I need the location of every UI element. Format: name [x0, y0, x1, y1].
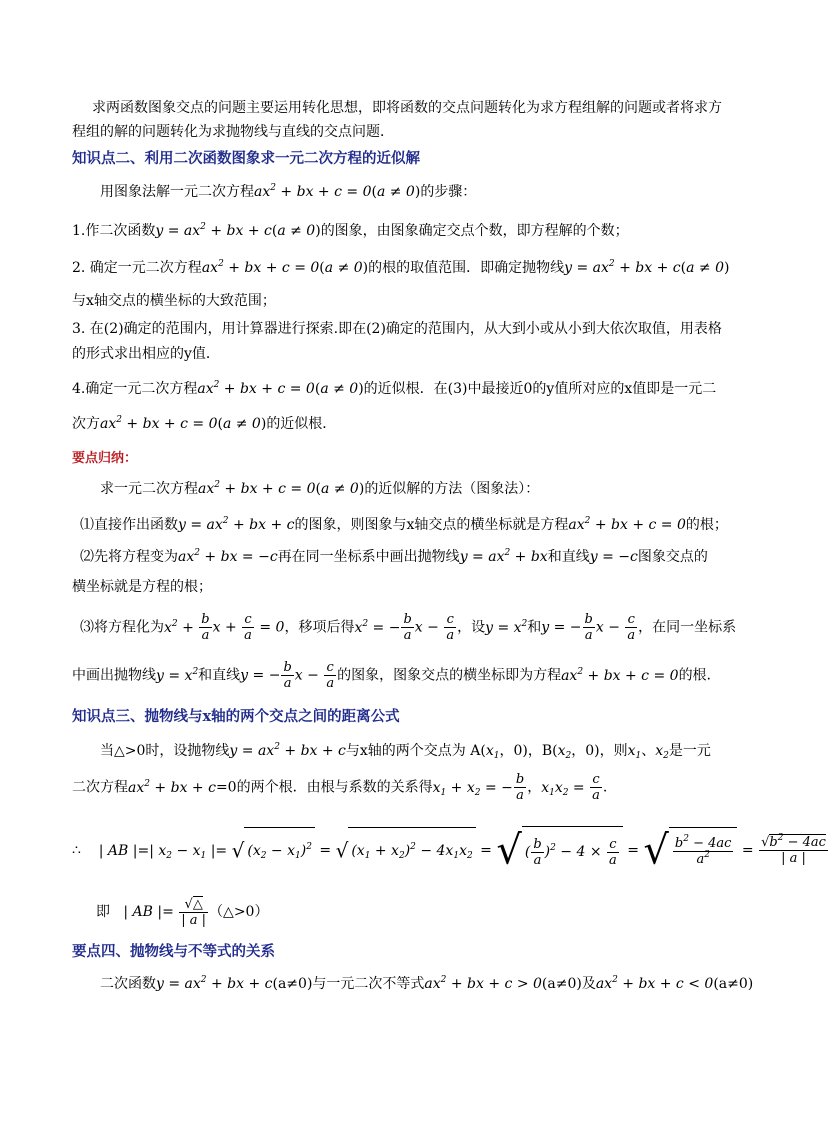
paragraph-line: 2. 确定一元二次方程$ax^2$ + bx + c = 0(a ≠ 0)的根的取值范围．即确定抛物线$y = ax^2$ + bx + c(a ≠ 0) — [72, 259, 730, 276]
key-points-label: 要点归纳： — [72, 451, 138, 466]
paragraph-line: 次方$ax^2$ + bx + c = 0(a ≠ 0)的近似根． — [72, 415, 337, 432]
paragraph-line: 用图象法解一元二次方程$ax^2$ + bx + c = 0(a ≠ 0)的步骤： — [100, 183, 477, 200]
paragraph-line: 程组的解的问题转化为求抛物线与直线的交点问题． — [72, 124, 394, 140]
paragraph-line: 求一元二次方程$ax^2$ + bx + c = 0(a ≠ 0)的近似解的方法（图象法）： — [100, 480, 540, 497]
distance-formula: ∴ | AB |=| $x_2 - x_1$ |= √ $(x_2 - x_1)^2$ = √ $(x_1 + x_2)^2 - 4x_1x_2$ = √ ( $\frac{b}{a}$ )$^2$ − 4 × $\frac{c}{a}$ = √ $\frac{b^2 - 4ac}{a^2}$ = $\frac{√b^2 - 4ac}{| a |}$ — [72, 827, 826, 874]
distance-result: 即 | AB |= √△ | a | （△>0） — [96, 896, 269, 928]
paragraph-line: 中画出抛物线$y = x^2$和直线y = − $\frac{b}{a}$ x − $\frac{c}{a}$ 的图象，图象交点的横坐标即为方程$ax^2$ + bx + c = 0的根. — [72, 660, 712, 691]
section-heading: 知识点二、利用二次函数图象求一元二次方程的近似解 — [72, 150, 420, 167]
paragraph-line: 二次函数$y = ax^2$ + bx + c(a≠0)与一元二次不等式$ax^2$ + bx + c > 0(a≠0)及$ax^2$ + bx + c < 0(a≠0) — [100, 975, 754, 992]
paragraph-line: 二次方程$ax^2$ + bx + c=0的两个根．由根与系数的关系得$x_1 + x_2$ = − $\frac{b}{a}$ ，$x_1x_2$ = $\frac{c}{a}$ . — [72, 772, 608, 803]
paragraph-line: 3. 在(2)确定的范围内，用计算器进行探索.即在(2)确定的范围内，从大到小或从小到大依次取值，用表格 — [72, 321, 722, 337]
paragraph-line: ⑶将方程化为$x^2$ + $\frac{b}{a}$ x + $\frac{c}{a}$ = 0，移项后得$x^2$ = − $\frac{b}{a}$ x − $\frac{c}{a}$ ，设$y = x^2$和y = − $\frac{b}{a}$ x − $\frac{c}{a}$ ，在同一坐标系 — [80, 612, 737, 643]
paragraph-line: ⑴直接作出函数$y = ax^2$ + bx + c的图象，则图象与x轴交点的横坐标就是方程$ax^2$ + bx + c = 0的根； — [80, 516, 728, 533]
paragraph-line: 横坐标就是方程的根； — [72, 579, 212, 595]
paragraph-line: 与x轴交点的横坐标的大致范围； — [72, 293, 276, 309]
section-heading: 知识点三、抛物线与x轴的两个交点之间的距离公式 — [72, 708, 400, 725]
paragraph-line: 4.确定一元二次方程$ax^2$ + bx + c = 0(a ≠ 0)的近似根．在(3)中最接近0的y值所对应的x值即是一元二 — [72, 380, 717, 397]
paragraph-line: 的形式求出相应的y值． — [72, 346, 220, 362]
paragraph-line: 1.作二次函数$y = ax^2$ + bx + c(a ≠ 0)的图象，由图象确定交点个数，即方程解的个数； — [72, 222, 629, 239]
paragraph-line: 求两函数图象交点的问题主要运用转化思想，即将函数的交点问题转化为求方程组解的问题或者将求方 — [92, 100, 722, 116]
paragraph-line: ⑵先将方程变为$ax^2$ + bx = −c再在同一坐标系中画出抛物线$y = ax^2$ + bx和直线y = −c图象交点的 — [80, 548, 708, 565]
paragraph-line: 当△>0时，设抛物线$y = ax^2$ + bx + c与x轴的两个交点为 $A(x_1$，0)，$B(x_2$，0)，则$x_1$、$x_2$是一元 — [100, 742, 711, 761]
section-heading: 要点四、抛物线与不等式的关系 — [72, 943, 275, 960]
